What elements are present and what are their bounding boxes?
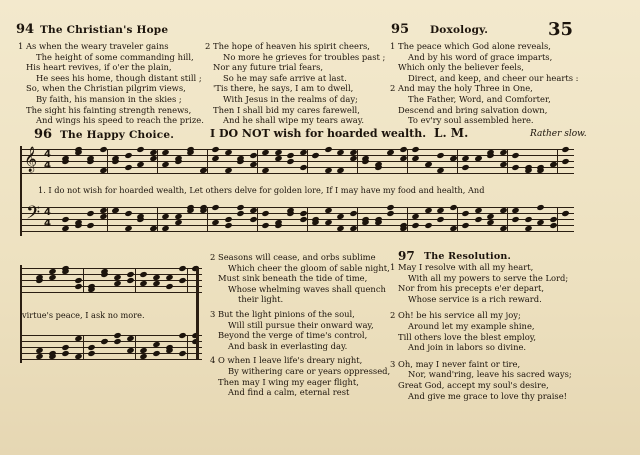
barline xyxy=(407,149,408,174)
notehead xyxy=(286,152,294,159)
barline xyxy=(135,268,136,293)
notehead xyxy=(561,158,569,165)
hymn-94-verse-1 xyxy=(18,41,204,126)
barline xyxy=(207,149,208,174)
time-signature-top: 4 xyxy=(44,207,51,218)
verse-line: He sees his home, though distant still ; xyxy=(36,72,202,83)
system-brace xyxy=(20,265,22,363)
notehead xyxy=(436,152,444,159)
verse-line: To ev'ry soul assembled here. xyxy=(408,115,534,126)
verse-line: Which cheer the gloom of sable night, xyxy=(228,262,390,273)
notehead xyxy=(211,146,219,153)
final-barline xyxy=(196,268,199,359)
verse-line: 2 Oh! be his service all my joy; xyxy=(390,310,521,321)
barline xyxy=(457,207,458,232)
notehead xyxy=(561,210,569,217)
treble-clef-icon: 𝄞 xyxy=(24,147,38,172)
notehead xyxy=(61,158,69,165)
barline xyxy=(407,207,408,232)
treble-staff xyxy=(22,149,574,173)
notehead xyxy=(261,210,269,217)
verse-line: Which only the believer feels, xyxy=(398,62,524,73)
notehead xyxy=(449,204,457,211)
hymn-96-meter: L. M. xyxy=(434,126,469,140)
verse-line: 3 Oh, may I never faint or tire, xyxy=(390,358,521,369)
verse-line: their light. xyxy=(238,294,284,305)
notehead xyxy=(74,277,82,284)
notehead xyxy=(561,146,569,153)
verse-line: 3 But the light pinions of the soul, xyxy=(210,308,355,319)
barline xyxy=(357,149,358,174)
notehead xyxy=(474,216,482,223)
verse-line: Till others love the blest employ, xyxy=(398,331,537,342)
notehead xyxy=(461,222,469,229)
notehead xyxy=(139,271,147,278)
hymn-96-tempo: Rather slow. xyxy=(530,129,587,139)
notehead xyxy=(236,158,244,165)
notehead xyxy=(124,164,132,171)
verse-line: Whose service is a rich reward. xyxy=(408,293,542,304)
notehead xyxy=(286,158,294,165)
verse-line: 2 And may the holy Three in One, xyxy=(390,83,533,94)
verse-line: With all my powers to serve the Lord; xyxy=(408,272,569,283)
notehead xyxy=(411,146,419,153)
verse-line: Around let my example shine, xyxy=(408,320,535,331)
notehead xyxy=(178,277,186,284)
notehead xyxy=(86,222,94,229)
verse-line: 2 The hope of heaven his spirit cheers, xyxy=(205,41,370,51)
notehead xyxy=(536,204,544,211)
barline xyxy=(507,207,508,232)
verse-line: Great God, accept my soul's desire, xyxy=(398,379,549,390)
notehead xyxy=(61,350,69,357)
verse-line: By withering care or years oppressed, xyxy=(228,365,391,376)
notehead xyxy=(511,216,519,223)
verse-line: No more he grieves for troubles past ; xyxy=(223,51,386,62)
barline xyxy=(307,149,308,174)
hymn-97-verses xyxy=(390,262,572,401)
notehead xyxy=(61,216,69,223)
notehead xyxy=(178,265,186,272)
notehead xyxy=(249,216,257,223)
notehead xyxy=(113,338,121,345)
barline xyxy=(157,149,158,174)
verse-line: The Father, Word, and Comforter, xyxy=(408,93,551,104)
notehead xyxy=(224,222,232,229)
hymn-94-verse-2 xyxy=(205,41,385,126)
notehead xyxy=(311,152,319,159)
verse-line: Nor from his precepts e'er depart, xyxy=(398,283,545,294)
verse-line: By faith, his mansion in the skies ; xyxy=(36,93,182,104)
verse-line: Will still pursue their onward way, xyxy=(228,319,374,330)
verse-line: And bask in everlasting day. xyxy=(228,340,348,351)
verse-line: Then may I wing my eager flight, xyxy=(218,376,359,387)
notehead xyxy=(524,216,532,223)
notehead xyxy=(87,350,95,357)
notehead xyxy=(236,210,244,217)
hymn-94-number: 94 xyxy=(16,22,35,37)
hymn-97-title: The Resolution. xyxy=(424,251,512,262)
barline xyxy=(557,149,558,174)
verse-line: And wings his speed to reach the prize. xyxy=(36,115,204,126)
notehead xyxy=(399,146,407,153)
notehead xyxy=(249,152,257,159)
barline xyxy=(307,207,308,232)
verse-line: Nor, wand'ring, leave his sacred ways; xyxy=(408,369,572,380)
barline xyxy=(157,207,158,232)
notehead xyxy=(299,216,307,223)
hymn-96-lyric-line-1: 1. I do not wish for hoarded wealth, Let others delve for golden lore, If I may have my food and health, And xyxy=(38,185,485,195)
verse-line: 1 As when the weary traveler gains xyxy=(18,41,169,51)
notehead xyxy=(324,146,332,153)
hymn-95-title: Doxology. xyxy=(430,24,489,36)
notehead xyxy=(124,152,132,159)
time-signature-bottom: 4 xyxy=(44,218,51,229)
notehead xyxy=(436,216,444,223)
hymn-96-first-line: I DO NOT wish for hoarded wealth. xyxy=(210,127,427,140)
barline xyxy=(357,207,358,232)
verse-line: And find a calm, eternal rest xyxy=(228,387,350,398)
notehead xyxy=(113,332,121,339)
notehead xyxy=(224,216,232,223)
notehead xyxy=(99,146,107,153)
verse-line: 4 O when I leave life's dreary night, xyxy=(210,355,363,366)
notehead xyxy=(165,283,173,290)
time-signature-bottom: 4 xyxy=(44,160,51,171)
notehead xyxy=(386,210,394,217)
verse-line: The sight his fainting strength renews, xyxy=(26,104,192,115)
verse-line: So, when the Christian pilgrim views, xyxy=(26,83,186,94)
notehead xyxy=(35,277,43,284)
hymn-96-number: 96 xyxy=(34,127,53,142)
hymn-96-title: The Happy Choice. xyxy=(60,129,175,141)
barline xyxy=(187,335,188,360)
barline xyxy=(257,207,258,232)
verse-line: 1 The peace which God alone reveals, xyxy=(390,41,551,51)
notehead xyxy=(299,164,307,171)
verse-line: Then I shall bid my cares farewell, xyxy=(213,104,360,115)
verse-line: And join in labors so divine. xyxy=(408,342,527,353)
hymn-96-verses xyxy=(210,252,390,398)
verse-line: And give me grace to love thy praise! xyxy=(408,390,568,401)
barline xyxy=(557,207,558,232)
notehead xyxy=(178,350,186,357)
bass-staff-continued xyxy=(22,335,202,359)
hymn-94-title: The Christian's Hope xyxy=(40,24,169,36)
notehead xyxy=(461,210,469,217)
verse-line: Nor any future trial fears, xyxy=(213,62,324,73)
time-signature-top: 4 xyxy=(44,149,51,160)
notehead xyxy=(411,222,419,229)
notehead xyxy=(86,158,94,165)
barline xyxy=(187,268,188,293)
verse-line: 1 May I resolve with all my heart, xyxy=(390,262,534,272)
hymn-95-verses xyxy=(390,41,579,126)
notehead xyxy=(100,338,108,345)
notehead xyxy=(386,204,394,211)
notehead xyxy=(86,210,94,217)
verse-line: So he may safe arrive at last. xyxy=(223,72,347,83)
hymn-96-lyric-line-2: virtue's peace, I ask no more. xyxy=(22,310,145,320)
notehead xyxy=(511,164,519,171)
verse-line: His heart revives, if o'er the plain, xyxy=(26,62,172,73)
system-brace xyxy=(20,146,22,236)
treble-staff-continued xyxy=(22,268,202,292)
verse-line: And he shall wipe my tears away. xyxy=(223,115,365,126)
verse-line: Whose whelming waves shall quench xyxy=(228,283,386,294)
barline xyxy=(83,335,84,360)
page-number: 35 xyxy=(548,19,574,40)
verse-line: 2 Seasons will cease, and orbs sublime xyxy=(210,252,376,262)
notehead xyxy=(274,222,282,229)
notehead xyxy=(124,210,132,217)
barline xyxy=(457,149,458,174)
verse-line: 'Tis there, he says, I am to dwell, xyxy=(213,83,354,94)
barline xyxy=(135,335,136,360)
notehead xyxy=(549,222,557,229)
bass-clef-icon: 𝄢 xyxy=(26,203,41,228)
notehead xyxy=(74,222,82,229)
hymn-97-number: 97 xyxy=(398,249,415,263)
notehead xyxy=(511,152,519,159)
barline xyxy=(257,149,258,174)
notehead xyxy=(261,222,269,229)
notehead xyxy=(236,204,244,211)
notehead xyxy=(152,350,160,357)
verse-line: Beyond the verge of time's control, xyxy=(218,330,368,341)
notehead xyxy=(424,222,432,229)
notehead xyxy=(178,332,186,339)
notehead xyxy=(286,210,294,217)
notehead xyxy=(349,210,357,217)
barline xyxy=(83,268,84,293)
notehead xyxy=(211,204,219,211)
verse-line: The height of some commanding hill, xyxy=(36,51,194,62)
verse-line: With Jesus in the realms of day; xyxy=(223,93,358,104)
notehead xyxy=(126,277,134,284)
hymn-95-number: 95 xyxy=(391,22,410,37)
barline xyxy=(207,207,208,232)
barline xyxy=(107,149,108,174)
notehead xyxy=(136,146,144,153)
verse-line: And by his word of grace imparts, xyxy=(408,51,553,62)
barline xyxy=(507,149,508,174)
notehead xyxy=(461,164,469,171)
notehead xyxy=(74,283,82,290)
bass-staff xyxy=(22,203,574,231)
verse-line: Must sink beneath the tide of time, xyxy=(218,273,368,284)
verse-line: Direct, and keep, and cheer our hearts : xyxy=(408,72,579,83)
verse-line: Descend and bring salvation down, xyxy=(398,104,548,115)
barline xyxy=(107,207,108,232)
